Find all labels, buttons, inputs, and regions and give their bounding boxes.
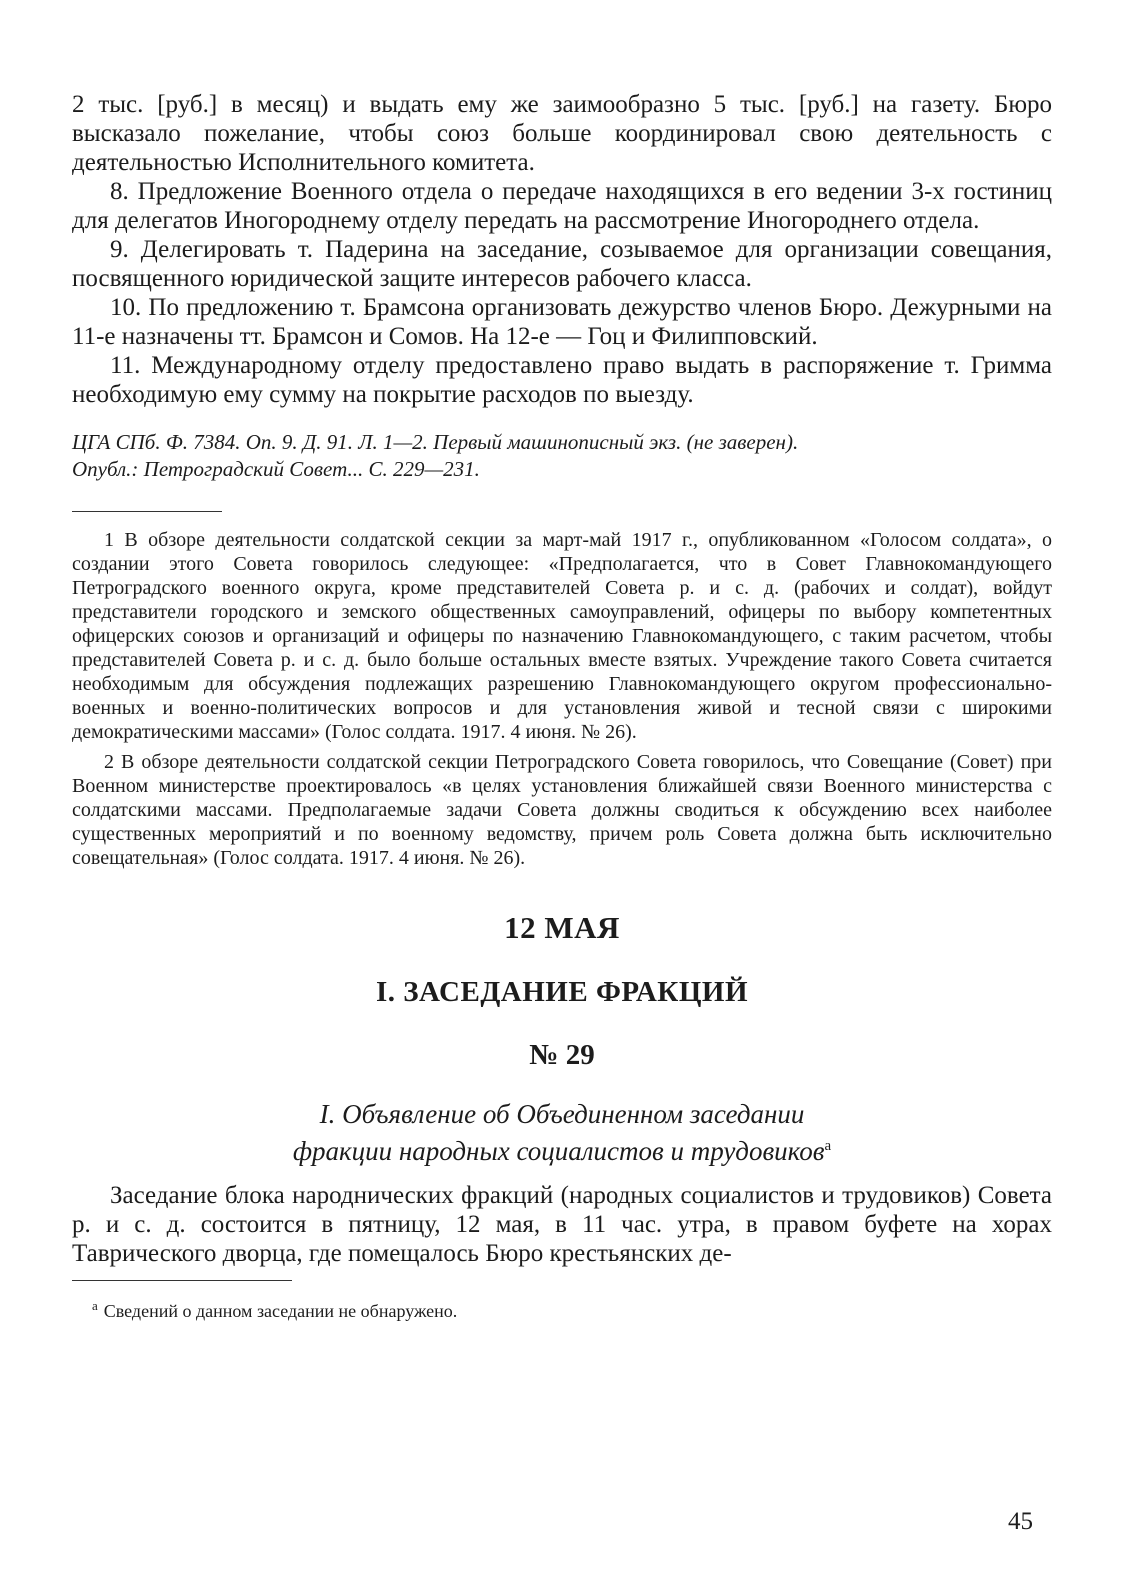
footnote-1: 1 В обзоре деятельности солдатской секции за март-май 1917 г., опубликованном «Голосом солдата», о создании этого Совета говорилось следующее: «Предполагается, что в Совет Главнокомандующего Петроградского военного округа, кроме представителей Совета р. и с. д. (рабочих и солдат), войдут представители городского и земского общественных самоуправлений, офицеры по выбору компетентных офицерских союзов и организаций и офицеры по назначению Главнокомандующего, с таким расчетом, чтобы представителей Совета р. и с. д. было больше остальных вместе взятых. Учреждение такого Совета считается необходимым для обсуждения подлежащих разрешению Главнокомандующего округом профессионально-военных и военно-политических вопросов и для установления живой и тесной связи с широкими демократическими массами» (Голос солдата. 1917. 4 июня. № 26). <box>72 529 1052 743</box>
page-content <box>72 90 1052 1322</box>
title-line-1: I. Объявление об Объединенном заседании <box>319 1099 805 1129</box>
spacer <box>72 1167 1052 1181</box>
footnote-2: 2 В обзоре деятельности солдатской секции Петроградского Совета говорилось, что Совещание (Совет) при Военном министерстве проектировалось «в целях установления ближайшей связи Военного министерства с солдатскими массами. Предполагаемые задачи Совета должны сводиться к обсуждению всех наиболее существенных мероприятий и по военному ведомству, причем роль Совета должна быть исключительно совещательная» (Голос солдата. 1917. 4 июня. № 26). <box>72 751 1052 869</box>
footnote-a-text: Сведений о данном заседании не обнаружено. <box>103 1301 458 1321</box>
item-9: 9. Делегировать т. Падерина на заседание, созываемое для организации совещания, посвященного юридической защите интересов рабочего класса. <box>72 236 1052 292</box>
title-line-2 <box>72 1130 1052 1167</box>
title-footnote-mark: а <box>824 1138 832 1154</box>
page-number: 45 <box>1008 1508 1033 1535</box>
footnote-divider-2 <box>72 1280 292 1281</box>
archival-source <box>72 429 1052 483</box>
document-title <box>72 1098 1052 1167</box>
date-heading: 12 МАЯ <box>504 910 620 945</box>
footnote-a <box>92 1295 1052 1322</box>
paragraph-intro: 2 тыс. [руб.] в месяц) и выдать ему же заимообразно 5 тыс. [руб.] на газету. Бюро высказало пожелание, чтобы союз больше координировал свою деятельность с деятельностью Исполнительного комитета. <box>72 91 1052 176</box>
item-11: 11. Международному отделу предоставлено право выдать в распоряжение т. Гримма необходимую ему сумму на покрытие расходов по выезду. <box>72 352 1052 408</box>
document-number: № 29 <box>529 1039 595 1071</box>
footnote-a-mark: а <box>92 1298 98 1313</box>
title-line-2-text: фракции народных социалистов и трудовиков <box>292 1136 825 1166</box>
item-8: 8. Предложение Военного отдела о передаче находящихся в его ведении 3-х гостиниц для делегатов Иногороднему отделу передать на рассмотрение Иногороднего отдела. <box>72 178 1052 234</box>
item-10: 10. По предложению т. Брамсона организовать дежурство членов Бюро. Дежурными на 11-е назначены тт. Брамсон и Сомов. На 12-е — Гоц и Филипповский. <box>72 294 1052 350</box>
source-line-1: ЦГА СПб. Ф. 7384. Оп. 9. Д. 91. Л. 1—2. Первый машинописный экз. (не заверен). <box>72 430 799 454</box>
section-heading: I. ЗАСЕДАНИЕ ФРАКЦИЙ <box>375 976 749 1008</box>
source-line-2: Опубл.: Петроградский Совет... С. 229—231. <box>72 457 480 481</box>
footnote-divider <box>72 511 222 512</box>
announcement-text: Заседание блока народнических фракций (народных социалистов и трудовиков) Совета р. и с. д. состоится в пятницу, 12 мая, в 11 час. утра, в правом буфете на хорах Таврического дворца, где помещалось Бюро крестьянских де- <box>72 1182 1052 1267</box>
